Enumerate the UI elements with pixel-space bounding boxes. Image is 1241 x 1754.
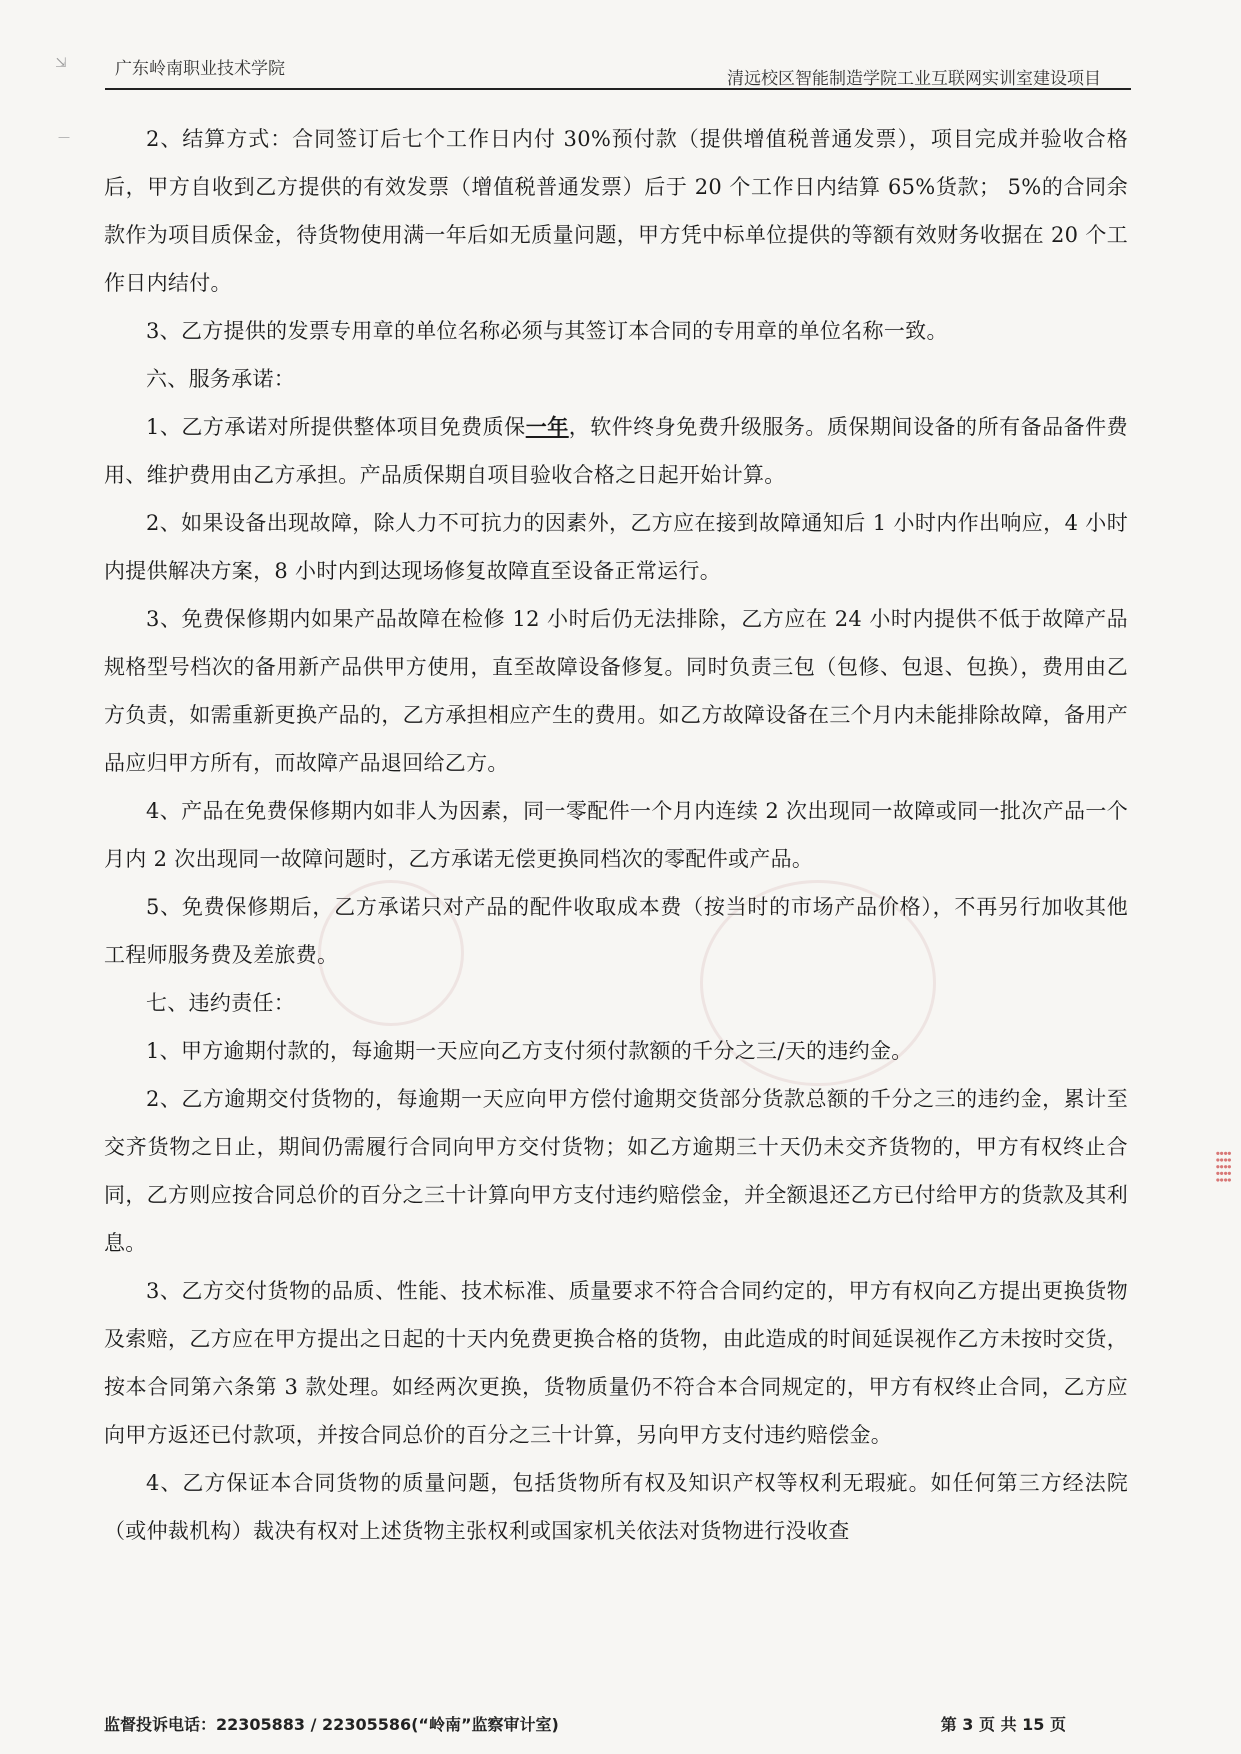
footer-hotline: 监督投诉电话：22305883 / 22305586(“岭南”监察审计室) [104,1715,559,1734]
liability-clause-3: 3、乙方交付货物的品质、性能、技术标准、质量要求不符合合同约定的，甲方有权向乙方提出更换货物及索赔，乙方应在甲方提出之日起的十天内免费更换合格的货物，由此造成的时间延误视作乙方未按时交货，按本合同第六条第 3 款处理。如经两次更换，货物质量仍不符合本合同规定的，甲方有权终止合同，乙方应向甲方返还已付款项，并按合同总价的百分之三十计算，另向甲方支付违约赔偿金。 [104,1279,1128,1447]
service-clause-4: 4、产品在免费保修期内如非人为因素，同一零配件一个月内连续 2 次出现同一故障或同一批次产品一个月内 2 次出现同一故障问题时，乙方承诺无偿更换同档次的零配件或产品。 [104,799,1128,871]
liability-clause-4: 4、乙方保证本合同货物的质量问题，包括货物所有权及知识产权等权利无瑕疵。如任何第三方经法院（或仲裁机构）裁决有权对上述货物主张权利或国家机关依法对货物进行没收查 [104,1471,1128,1543]
service-clause-5: 5、免费保修期后，乙方承诺只对产品的配件收取成本费（按当时的市场产品价格），不再另行加收其他工程师服务费及差旅费。 [104,895,1128,967]
service-1-before: 1、乙方承诺对所提供整体项目免费质保 [146,415,526,439]
scan-mark: ⇲ [55,55,67,71]
page-footer [104,1712,1104,1735]
service-clause-1 [104,403,1128,499]
service-clause-3: 3、免费保修期内如果产品故障在检修 12 小时后仍无法排除，乙方应在 24 小时内提供不低于故障产品规格型号档次的备用新产品供甲方使用，直至故障设备修复。同时负责三包（包修、包退、包换），费用由乙方负责，如需重新更换产品的，乙方承担相应产生的费用。如乙方故障设备在三个月内未能排除故障，备用产品应归甲方所有，而故障产品退回给乙方。 [104,607,1128,775]
header-project: 清远校区智能制造学院工业互联网实训室建设项目 [727,69,1101,89]
liability-clause-2: 2、乙方逾期交付货物的，每逾期一天应向甲方偿付逾期交货部分货款总额的千分之三的违约金，累计至交齐货物之日止，期间仍需履行合同向甲方交付货物；如乙方逾期三十天仍未交齐货物的，甲方有权终止合同，乙方则应按合同总价的百分之三十计算向甲方支付违约赔偿金，并全额退还乙方已付给甲方的货款及其利息。 [104,1087,1128,1255]
clause-invoice-seal: 3、乙方提供的发票专用章的单位名称必须与其签订本合同的专用章的单位名称一致。 [146,319,948,343]
service-clause-2: 2、如果设备出现故障，除人力不可抗力的因素外，乙方应在接到故障通知后 1 小时内作出响应，4 小时内提供解决方案，8 小时内到达现场修复故障直至设备正常运行。 [104,511,1128,583]
liability-clause-1: 1、甲方逾期付款的，每逾期一天应向乙方支付须付款额的千分之三/天的违约金。 [146,1039,913,1063]
page-number: 第 3 页 共 15 页 [940,1715,1066,1734]
header-institution: 广东岭南职业技术学院 [115,59,285,79]
contract-body [104,115,1128,1555]
warranty-term: 一年 [525,414,569,439]
page-header [105,50,1131,90]
clause-settlement: 2、结算方式：合同签订后七个工作日内付 30%预付款（提供增值税普通发票），项目完成并验收合格后，甲方自收到乙方提供的有效发票（增值税普通发票）后于 20 个工作日内结算 65%货款； 5%的合同余款作为项目质保金，待货物使用满一年后如无质量问题，甲方凭中标单位提供的等额有效财务收据在 20 个工作日内结付。 [104,127,1128,295]
service-1-after: ，软件终身免费升级服务。质保期间设备的所有备品备件费用、维护费用由乙方承担。产品质保期自项目验收合格之日起开始计算。 [104,415,1128,487]
edge-seal-fragment: ⁞⁞⁞⁞⁞ [1212,1150,1236,1184]
scan-dot: — [58,130,70,144]
section-service-heading: 六、服务承诺： [146,367,296,391]
section-liability-heading: 七、违约责任： [146,991,296,1015]
